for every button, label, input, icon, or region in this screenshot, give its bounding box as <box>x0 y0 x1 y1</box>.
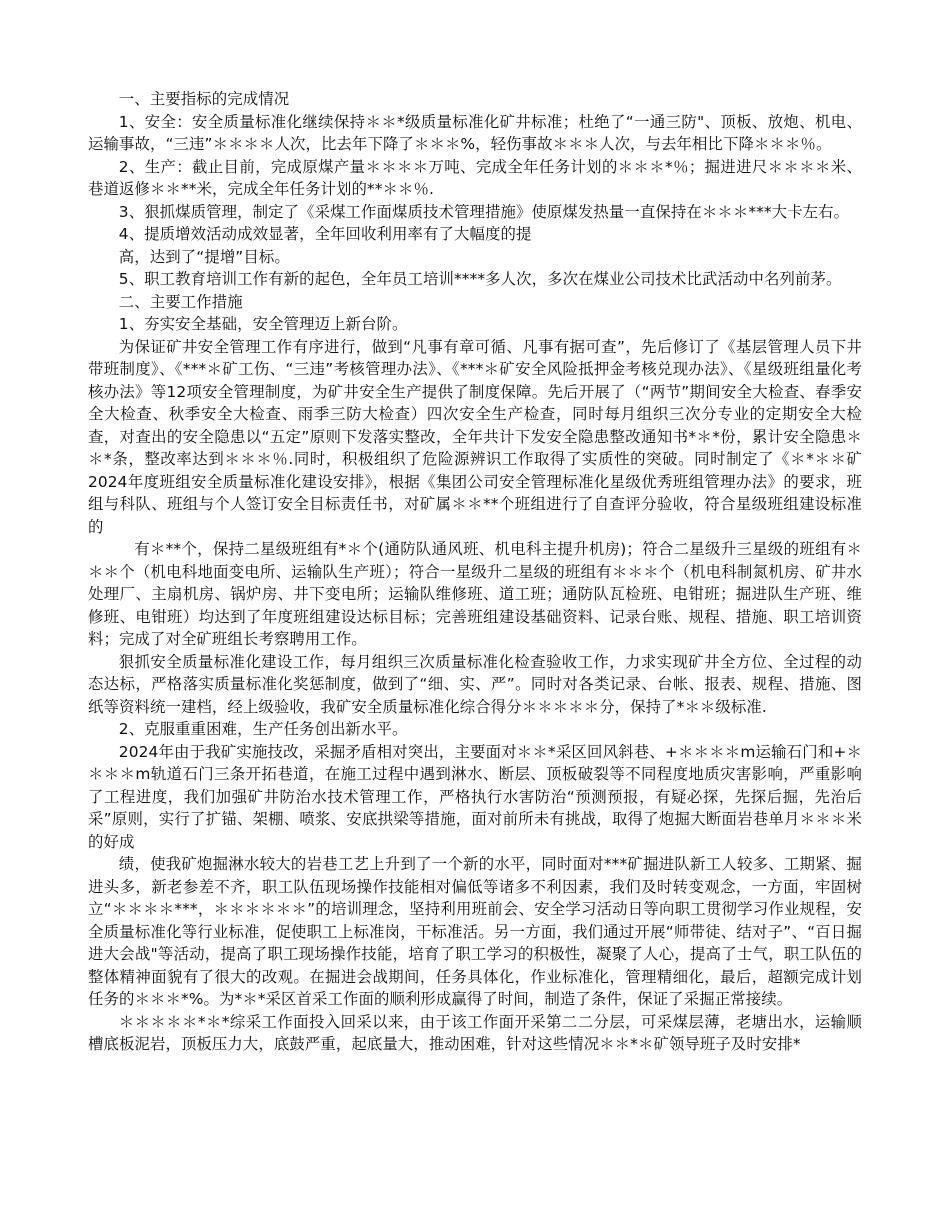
paragraph-team-building: 有＊**个，保持二星级班组有*＊个(通防队通风班、机电科主提升机房)；符合二星级升三星级的班组有＊＊＊个（机电科地面变电所、运输队生产班）；符合一星级升二星级的班组有＊＊＊个（机电科制氮机房、矿井水处理厂、主扇机房、锅炉房、井下变电所；运输队维修班、道工班；通防队瓦检班、电钳班；掘进队生产班、维修班、电钳班）均达到了年度班组建设达标目标；完善班组建设基础资料、记录台账、规程、措施、职工培训资料；完成了对全矿班组长考察聘用工作。 <box>88 540 862 648</box>
subheading-production: 2、克服重重困难，生产任务创出新水平。 <box>118 720 408 738</box>
paragraph-tunneling: 2024年由于我矿实施技改，采掘矛盾相对突出，主要面对＊＊*采区回风斜巷、+＊＊＊＊m运输石门和+＊＊＊＊m轨道石门三条开拓巷道，在施工过程中遇到淋水、断层、顶板破裂等不同程度地质灾害影响，严重影响了工程进度，我们加强矿井防治水技术管理工作，严格执行水害防治“预测预报，有疑必探，先探后掘，先治后采”原则，实行了扩锚、架棚、喷浆、安底拱梁等措施，面对前所未有挑战，取得了炮掘大断面岩巷单月＊＊＊米的好成 <box>88 742 862 851</box>
paragraph-safety-management: 为保证矿井安全管理工作有序进行，做到“凡事有章可循、凡事有据可查”，先后修订了《基层管理人员下井带班制度》、《***＊矿工伤、“三违”考核管理办法》、《***＊矿安全风险抵押金考核兑现办法》、《星级班组量化考核办法》等12项安全管理制度，为矿井安全生产提供了制度保障。先后开展了（“两节”期间安全大检查、春季安全大检查、秋季安全大检查、雨季三防大检查）四次安全生产检查，同时每月组织三次分专业的定期安全大检查，对查出的安全隐患以“五定”原则下发落实整改，全年共计下发安全隐患整改通知书*＊*份，累计安全隐患＊＊*条，整改率达到＊＊＊％.同时，积极组织了危险源辨识工作取得了实质性的突破。同时制定了《＊*＊＊矿2024年度班组安全质量标准化建设安排》，根据《集团公司安全管理标准化星级优秀班组管理办法》的要求，班组与科队、班组与个人签订安全目标责任书，对矿属＊＊**个班组进行了自查评分验收，符合星级班组建设标准的 <box>88 337 862 536</box>
paragraph-tunneling-cont: 绩，使我矿炮掘淋水较大的岩巷工艺上升到了一个新的水平，同时面对***矿掘进队新工人较多、工期紧、掘进头多，新老参差不齐，职工队伍现场操作技能相对偏低等诸多不利因素，我们及时转变观念，一方面，牢固树立“＊＊＊＊***，＊＊＊＊＊＊”的培训理念，坚持利用班前会、安全学习活动日等向职工贯彻学习作业规程，安全质量标准化等行业标准，促使职工上标准岗，干标准活。另一方面，我们通过开展“师带徒、结对子”、“百日掘进大会战"等活动，提高了职工现场操作技能，培育了职工学习的积极性，凝聚了人心，提高了士气，职工队伍的整体精神面貌有了很大的改观。在掘进会战期间，任务具体化，作业标准化，管理精细化，最后，超额完成计划任务的＊＊＊*%。为*＊*采区首采工作面的顺利形成赢得了时间，制造了条件，保证了采掘正常接续。 <box>88 855 862 1008</box>
paragraph-production: 2、生产：截止目前，完成原煤产量＊＊＊＊万吨、完成全年任务计划的＊＊＊*％；掘进进尺＊＊＊＊米、巷道返修＊＊**米，完成全年任务计划的**＊＊％. <box>88 157 862 198</box>
paragraph-coal-quality: 3、狠抓煤质管理，制定了《采煤工作面煤质技术管理措施》使原煤发热量一直保持在＊＊＊***大卡左右。 <box>118 202 850 221</box>
document-page <box>88 88 862 1056</box>
paragraph-mining-face: ＊＊＊＊＊*＊*综采工作面投入回采以来，由于该工作面开采第二二分层，可采煤层薄，老塘出水，运输顺槽底板泥岩，顶板压力大，底鼓严重，起底量大，推动困难，针对这些情况＊＊*＊矿领导班子及时安排* <box>88 1012 862 1053</box>
paragraph-standardization: 狠抓安全质量标准化建设工作，每月组织三次质量标准化检查验收工作，力求实现矿井全方位、全过程的动态达标，严格落实质量标准化奖惩制度，做到了“细、实、严”。同时对各类记录、台帐、报表、规程、措施、图纸等资料统一建档，经上级验收，我矿安全质量标准化综合得分＊＊＊＊＊分，保持了*＊＊级标准. <box>88 652 862 716</box>
subheading-safety-foundation: 1、夯实安全基础，安全管理迈上新台阶。 <box>118 315 408 333</box>
paragraph-training: 5、职工教育培训工作有新的起色，全年员工培训****多人次，多次在煤业公司技术比武活动中名列前茅。 <box>118 270 842 288</box>
section-heading-1: 一、主要指标的完成情况 <box>118 90 290 108</box>
paragraph-efficiency-cont: 高，达到了“提增”目标。 <box>118 247 290 266</box>
paragraph-safety: 1、安全：安全质量标准化继续保持＊＊*级质量标准化矿井标准；杜绝了“一通三防"、顶板、放炮、机电、运输事故，“三违”＊＊＊＊人次，比去年下降了＊＊＊%，轻伤事故＊＊＊人次，与去年相比下降＊＊＊％。 <box>88 112 862 153</box>
paragraph-efficiency: 4、提质增效活动成效显著，全年回收利用率有了大幅度的提 <box>118 225 532 243</box>
section-heading-2: 二、主要工作措施 <box>118 292 243 311</box>
